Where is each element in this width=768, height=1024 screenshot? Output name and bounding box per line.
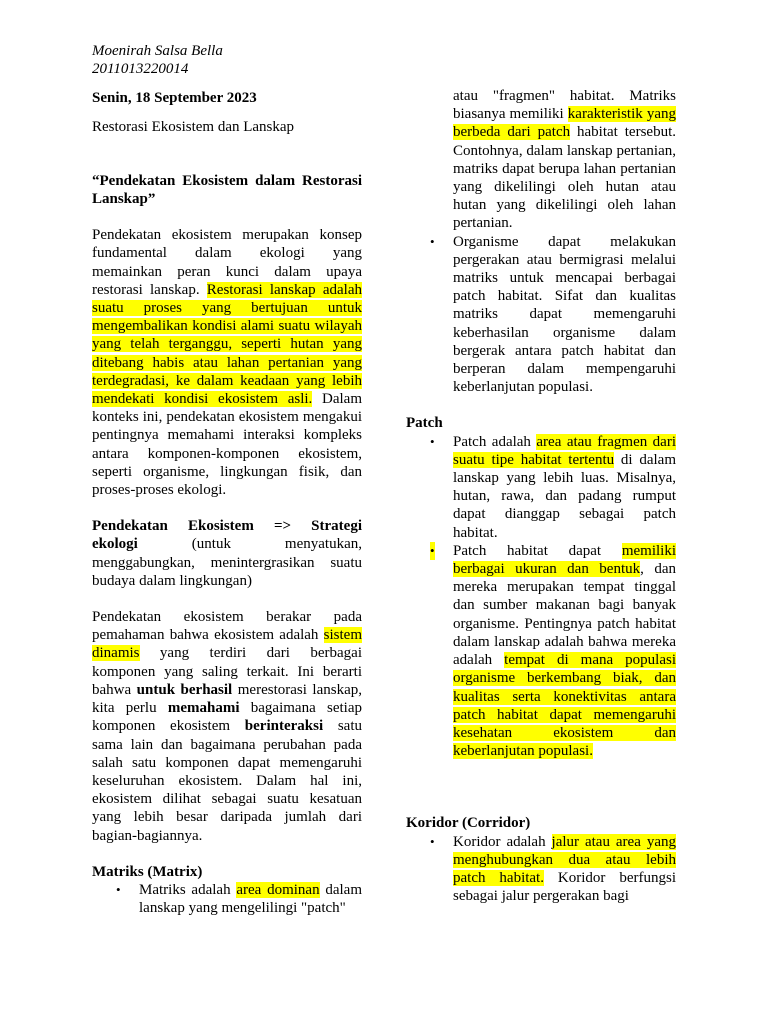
patch-list xyxy=(406,433,676,761)
text-run: , dan mereka merupakan tempat tinggal dan sumber makanan bagi banyak organisme. Pentingnya patch habitat dalam lanskap adalah bahwa mereka adalah xyxy=(453,561,676,669)
paragraph-intro xyxy=(92,226,362,499)
text-run: Organisme dapat melakukan pergerakan atau bermigrasi melalui matriks untuk mencapai berbagai patch habitat. Sifat dan kualitas matriks dapat memengaruhi keberhasilan organisme dalam bergerak antara patch habitat dan berperan dalam mempengaruhi keberlanjutan populasi. xyxy=(453,233,676,396)
bold-text: berinteraksi xyxy=(244,718,324,735)
text-run: Patch adalah xyxy=(453,433,537,450)
heading-koridor: Koridor (Corridor) xyxy=(406,815,531,832)
highlighted-text: area atau fragmen dari suatu tipe habitat tertentu xyxy=(453,433,677,468)
matriks-list-continued xyxy=(406,233,676,397)
text-run: yang terdiri dari berbagai komponen yang saling terkait. Ini berarti bahwa xyxy=(92,645,362,698)
text-run: Pendekatan ekosistem merupakan konsep fundamental dalam ekologi yang memainkan peran kunci dalam upaya restorasi lanskap. xyxy=(92,227,362,298)
highlighted-text: karakteristik yang berbeda dari patch xyxy=(453,106,676,141)
text-run: habitat tersebut. Contohnya, dalam lanskap pertanian, matriks dapat berupa lahan pertanian yang dikelilingi oleh hutan atau hutan yang dikelilingi oleh lahan pertanian. xyxy=(453,124,676,232)
bullet-icon: • xyxy=(430,433,435,449)
bullet-icon: • xyxy=(430,233,435,249)
text-run: di dalam lanskap yang lebih luas. Misalnya, hutan, rawa, dan padang rumput dapat dianggap sebagai patch habitat. xyxy=(453,451,676,541)
highlighted-text: memiliki berbagai ukuran dan bentuk xyxy=(453,542,676,578)
bold-text: untuk berhasil xyxy=(136,681,233,698)
document-date: Senin, 18 September 2023 xyxy=(92,90,257,107)
highlighted-text: tempat di mana populasi organisme berkembang biak, dan kualitas serta konektivitas antara patch habitat dapat memengaruhi kesehatan ekosistem dan keberlanjutan populasi. xyxy=(453,652,676,760)
bullet-icon: • xyxy=(116,881,121,897)
text-run: Patch habitat dapat xyxy=(453,542,622,559)
text-run: Dalam konteks ini, pendekatan ekosistem mengakui pentingnya memahami interaksi kompleks antara komponen-komponen ekosistem, seperti organisme, lingkungan fisik, dan proses-proses ekologi. xyxy=(92,391,362,499)
text-run: (untuk menyatukan, menggabungkan, menintergrasikan suatu budaya dalam lingkungan) xyxy=(92,536,362,589)
list-item xyxy=(406,542,676,760)
text-run: merestorasi lanskap, kita perlu xyxy=(92,681,362,717)
koridor-list xyxy=(406,833,676,906)
bold-text: Pendekatan Ekosistem => Strategi ekologi xyxy=(92,518,362,553)
document-title: “Pendekatan Ekosistem dalam Restorasi Lanskap” xyxy=(92,172,362,208)
highlighted-text: jalur atau area yang menghubungkan dua atau lebih patch habitat. xyxy=(453,833,676,886)
heading-matriks: Matriks (Matrix) xyxy=(92,863,203,880)
student-id: 2011013220014 xyxy=(92,61,189,78)
author-name: Moenirah Salsa Bella xyxy=(92,43,223,59)
list-item xyxy=(406,233,676,397)
list-item xyxy=(406,433,676,542)
document-subject: Restorasi Ekosistem dan Lanskap xyxy=(92,118,295,135)
list-item xyxy=(92,881,362,917)
bullet-icon: • xyxy=(430,542,435,560)
text-run: satu sama lain dan bagaimana perubahan pada salah satu komponen dapat memengaruhi keseluruhan ekosistem. Dalam hal ini, ekosistem dilihat sebagai suatu kesatuan yang lebih besar daripada jumlah dari bagian-bagiannya. xyxy=(92,718,362,844)
right-column xyxy=(406,87,676,905)
text-run: dalam lanskap yang mengelilingi "patch" xyxy=(139,881,362,917)
list-item xyxy=(406,833,676,906)
text-run: Koridor adalah xyxy=(453,833,552,850)
text-run: Pendekatan ekosistem berakar pada pemahaman bahwa ekosistem adalah xyxy=(92,609,362,644)
text-run: Matriks adalah xyxy=(139,881,237,898)
highlighted-text: area dominan xyxy=(236,881,320,898)
bold-text: memahami xyxy=(167,700,240,717)
paragraph-strategy xyxy=(92,517,362,590)
heading-patch: Patch xyxy=(406,415,443,432)
text-run: Koridor berfungsi sebagai jalur pergerakan bagi xyxy=(453,869,676,905)
matriks-list xyxy=(92,881,362,917)
paragraph-dynamic-system xyxy=(92,608,362,845)
left-column xyxy=(92,42,362,917)
text-run: atau "fragmen" habitat. Matriks biasanya memiliki xyxy=(453,88,676,123)
highlighted-text: sistem dinamis xyxy=(92,627,362,662)
bullet-icon: • xyxy=(430,833,435,849)
text-run: bagaimana setiap komponen ekosistem xyxy=(92,700,362,735)
list-item-continuation xyxy=(406,87,676,233)
highlighted-text: Restorasi lanskap adalah suatu proses yang bertujuan untuk mengembalikan kondisi alami suatu wilayah yang telah terganggu, seperti hutan yang ditebang habis atau lahan pertanian yang terdegradasi, ke dalam keadaan yang lebih mendekati kondisi ekosistem asli. xyxy=(92,281,362,408)
